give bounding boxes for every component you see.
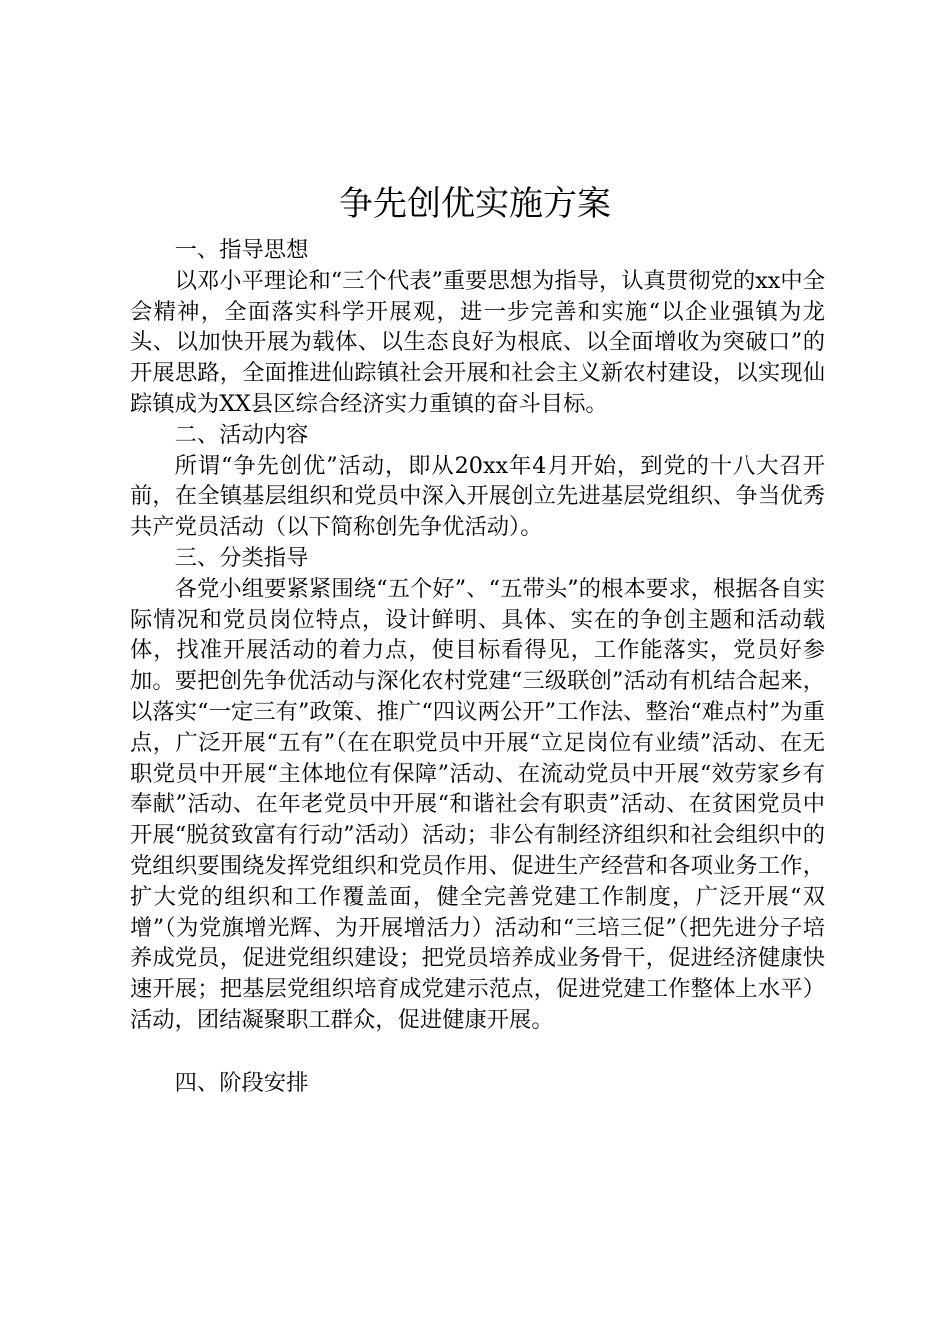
document-body [130, 235, 825, 1099]
section-spacer [130, 1036, 825, 1068]
section-paragraph-activity-content: 所谓“争先创优”活动，即从20xx年4月开始，到党的十八大召开前，在全镇基层组织和党员中深入开展创立先进基层党组织、争当优秀共产党员活动（以下简称创先争优活动）。 [130, 452, 825, 541]
document-title: 争先创优实施方案 [339, 184, 611, 224]
section-heading-guiding-ideology: 一、指导思想 [174, 237, 309, 263]
section-paragraph-category-guidance: 各党小组要紧紧围绕“五个好”、“五带头”的根本要求，根据各自实际情况和党员岗位特点，设计鲜明、具体、实在的争创主题和活动载体，找准开展活动的着力点，使目标看得见，工作能落实，党员好参加。要把创先争优活动与深化农村党建“三级联创”活动有机结合起来，以落实“一定三有”政策、推广“四议两公开”工作法、整治“难点村”为重点，广泛开展“五有”（在在职党员中开展“立足岗位有业绩”活动、在无职党员中开展“主体地位有保障”活动、在流动党员中开展“效劳家乡有奉献”活动、在年老党员中开展“和谐社会有职责”活动、在贫困党员中开展“脱贫致富有行动”活动）活动；非公有制经济组织和社会组织中的党组织要围绕发挥党组织和党员作用、促进生产经营和各项业务工作，扩大党的组织和工作覆盖面，健全完善党建工作制度，广泛开展“双增”（为党旗增光辉、为开展增活力）活动和“三培三促”（把先进分子培养成党员，促进党组织建设；把党员培养成业务骨干，促进经济健康快速开展；把基层党组织培育成党建示范点，促进党建工作整体上水平）活动，团结凝聚职工群众，促进健康开展。 [130, 575, 825, 1033]
section-heading-phase-arrangement: 四、阶段安排 [174, 1069, 309, 1096]
section-heading-category-guidance: 三、分类指导 [174, 544, 309, 571]
section-paragraph-guiding-ideology: 以邓小平理论和“三个代表”重要思想为指导，认真贯彻党的xx中全会精神，全面落实科学开展观，进一步完善和实施“以企业强镇为龙头、以加快开展为载体、以生态良好为根底、以全面增收为突破口”的开展思路，全面推进仙踪镇社会开展和社会主义新农村建设，以实现仙踪镇成为XX县区综合经济实力重镇的奋斗目标。 [130, 267, 825, 417]
section-heading-activity-content: 二、活动内容 [174, 421, 309, 448]
